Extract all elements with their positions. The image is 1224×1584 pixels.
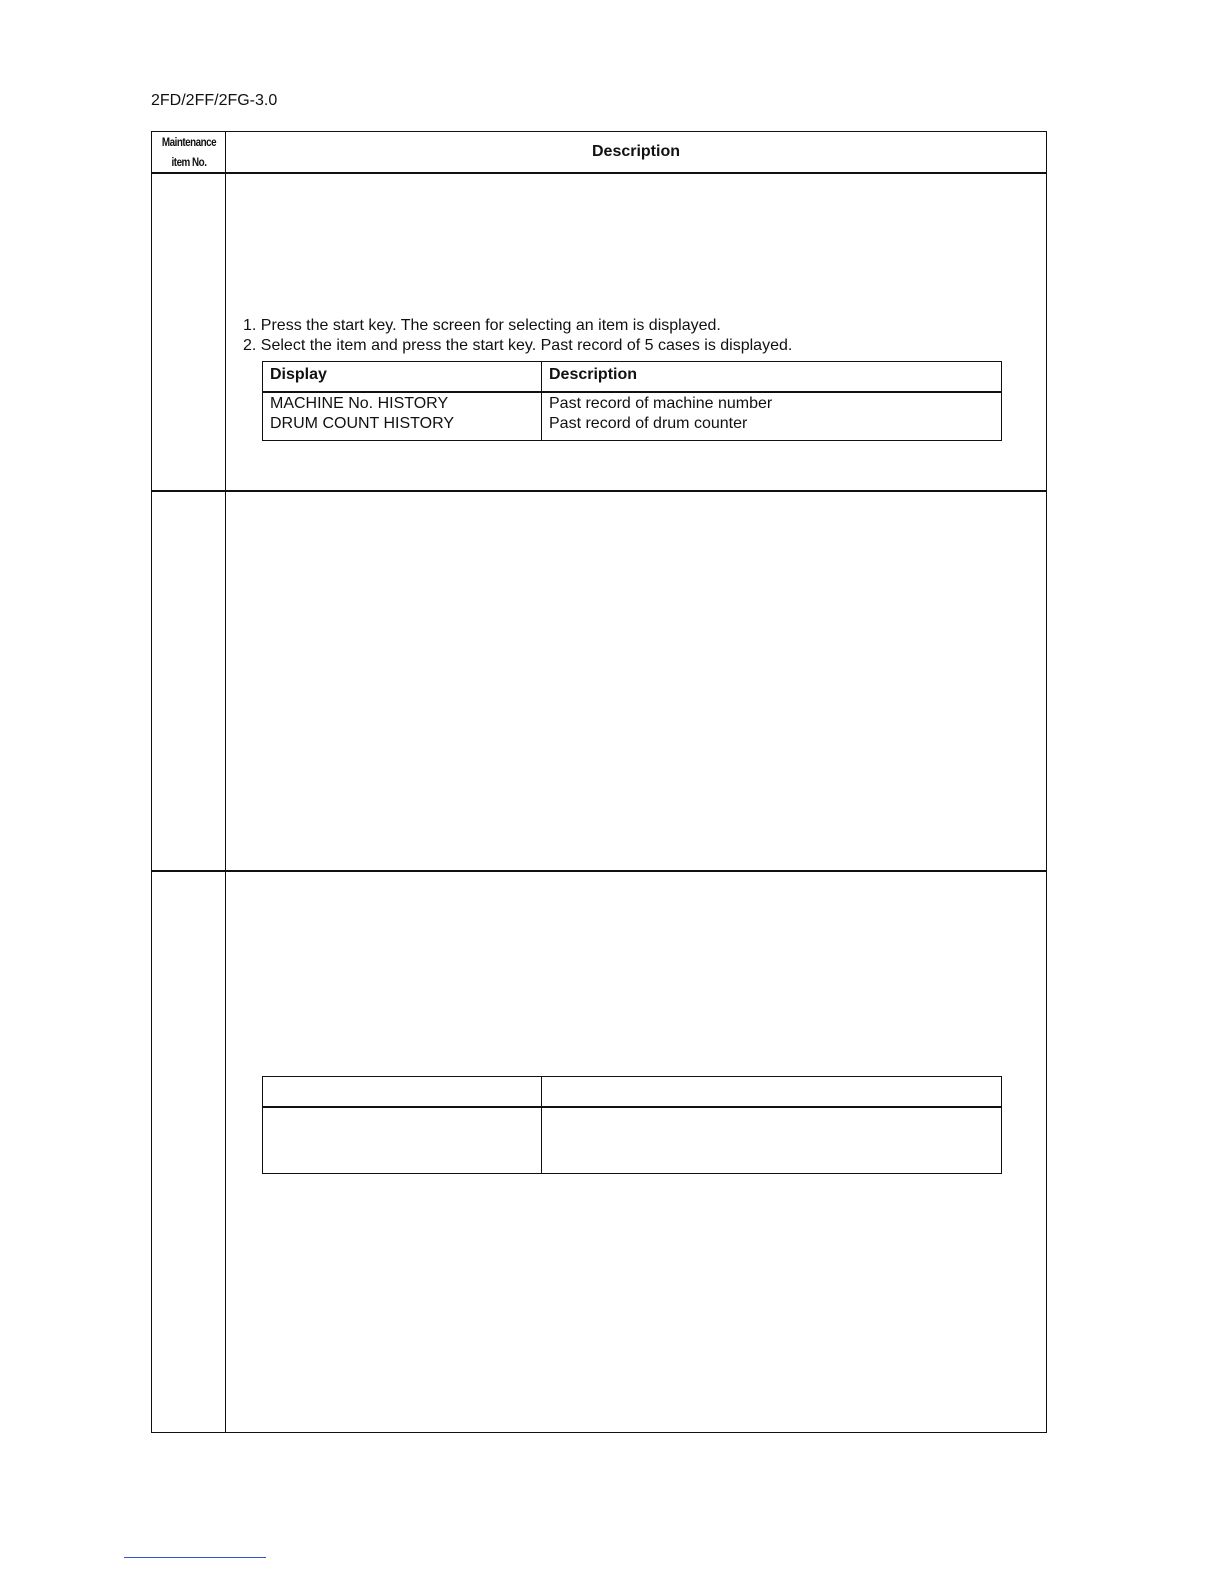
header-item-no-line1: Maintenance xyxy=(161,135,217,149)
description-item: Past record of machine number xyxy=(549,395,773,412)
column-header-description: Description xyxy=(542,362,1002,393)
history-display-table xyxy=(262,361,1002,441)
header-item-no-line2: item No. xyxy=(171,155,207,169)
column-divider xyxy=(225,132,226,1432)
table-cell xyxy=(542,1107,1002,1174)
table-header-row xyxy=(263,1077,1002,1108)
procedure-step: 1. Press the start key. The screen for selecting an item is displayed. xyxy=(243,317,721,334)
footer-rule xyxy=(124,1557,266,1558)
column-header-display: Display xyxy=(263,362,542,393)
maintenance-table xyxy=(151,131,1047,1433)
table-cell-description xyxy=(542,392,1002,441)
column-header xyxy=(542,1077,1002,1108)
row-separator xyxy=(152,490,1046,492)
table-header-row xyxy=(263,362,1002,393)
column-header xyxy=(263,1077,542,1108)
display-item: DRUM COUNT HISTORY xyxy=(270,415,455,432)
document-id: 2FD/2FF/2FG-3.0 xyxy=(151,92,278,109)
table-row xyxy=(263,392,1002,441)
table-cell-display xyxy=(263,392,542,441)
display-item: MACHINE No. HISTORY xyxy=(270,395,449,412)
procedure-steps xyxy=(243,316,792,356)
description-item: Past record of drum counter xyxy=(549,415,748,432)
procedure-step: 2. Select the item and press the start key. Past record of 5 cases is displayed. xyxy=(243,337,793,354)
table-row xyxy=(263,1107,1002,1174)
table-cell xyxy=(263,1107,542,1174)
header-item-no xyxy=(159,132,220,172)
row-separator xyxy=(152,870,1046,872)
table-header-row xyxy=(152,132,1046,174)
blank-table xyxy=(262,1076,1002,1174)
header-description: Description xyxy=(591,143,680,160)
